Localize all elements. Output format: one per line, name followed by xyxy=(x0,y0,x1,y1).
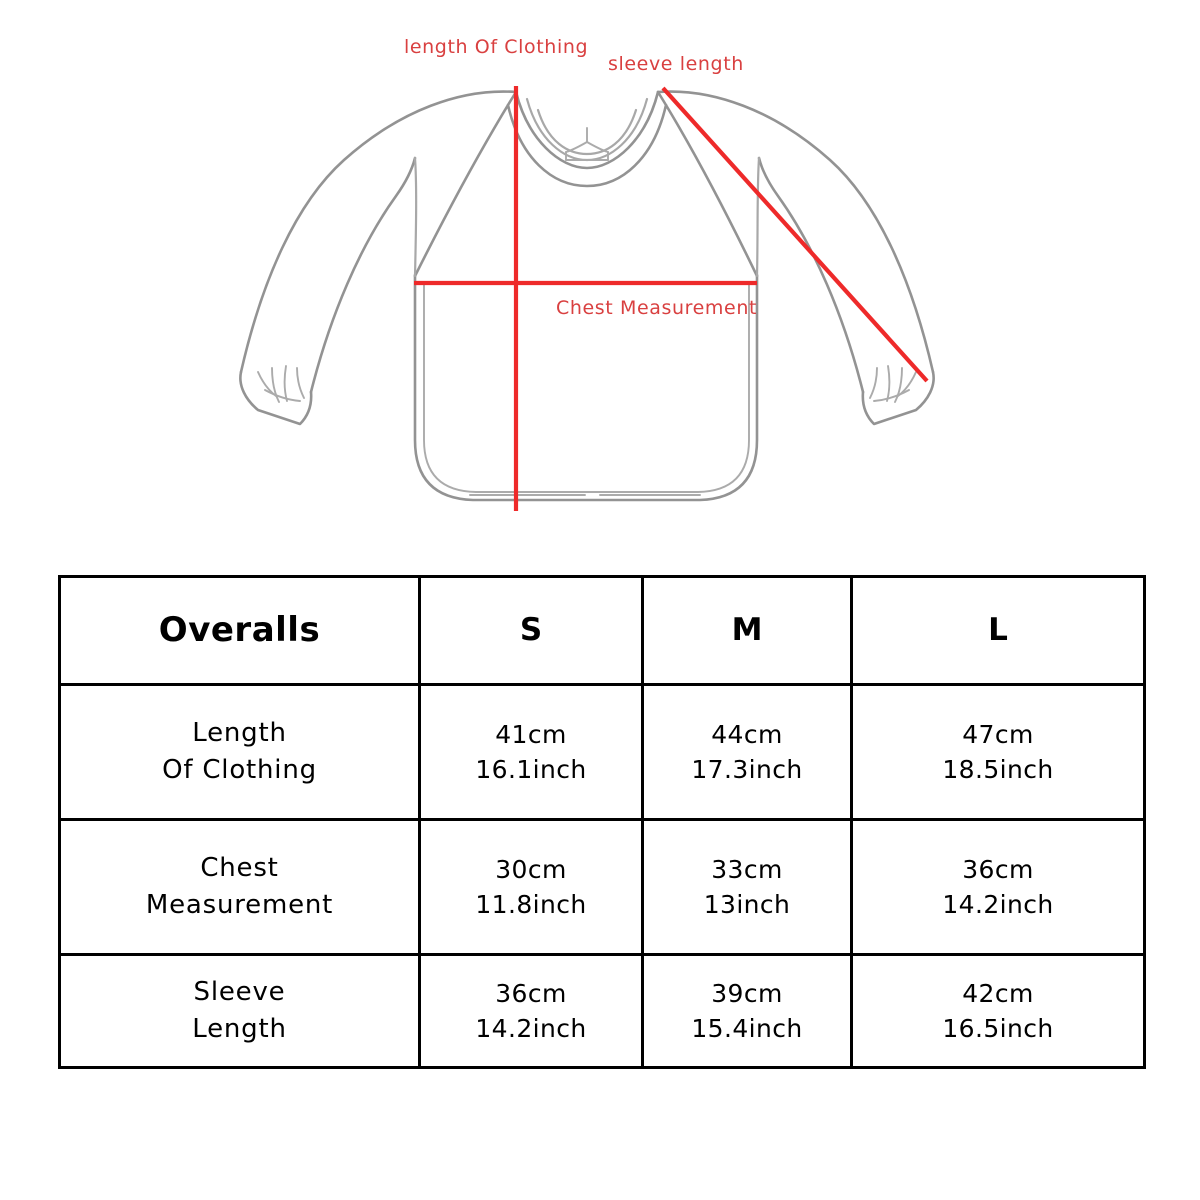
table-header-size-s xyxy=(420,577,643,685)
cell-cm: 44cm xyxy=(711,719,783,749)
neck-center-detail xyxy=(566,128,608,160)
cell-cm: 39cm xyxy=(711,978,783,1008)
left-sleeve-outline xyxy=(240,92,516,424)
row-label-line1: Sleeve xyxy=(193,977,286,1008)
row-label-line2: Of Clothing xyxy=(162,755,317,785)
row-label-line2: Length xyxy=(192,1014,287,1044)
cell-cm: 36cm xyxy=(495,978,567,1008)
sleeve-length-label: sleeve length xyxy=(608,53,744,75)
row-label-length-of-clothing xyxy=(60,685,420,820)
table-row xyxy=(60,685,1145,820)
cell-length-s xyxy=(420,685,643,820)
cell-chest-s xyxy=(420,820,643,955)
left-cuff-gathers xyxy=(258,366,304,402)
row-label-sleeve-length xyxy=(60,955,420,1068)
row-label-line1: Chest xyxy=(200,853,279,884)
table-header-size-m xyxy=(643,577,852,685)
cell-cm: 41cm xyxy=(495,719,567,749)
table-header-title xyxy=(60,577,420,685)
size-label-l: L xyxy=(988,612,1008,649)
size-label-s: S xyxy=(519,612,543,649)
cell-sleeve-l xyxy=(852,955,1145,1068)
garment-shoulder-outline xyxy=(415,92,757,276)
cell-inch: 18.5inch xyxy=(942,755,1054,784)
row-label-line1: Length xyxy=(192,718,287,749)
cell-chest-l xyxy=(852,820,1145,955)
table-row xyxy=(60,820,1145,955)
cell-inch: 16.5inch xyxy=(942,1014,1054,1043)
cell-length-m xyxy=(643,685,852,820)
neckline-outline xyxy=(508,92,666,186)
cell-cm: 42cm xyxy=(962,978,1034,1008)
cell-sleeve-s xyxy=(420,955,643,1068)
cell-cm: 33cm xyxy=(711,854,783,884)
cell-cm: 47cm xyxy=(962,719,1034,749)
table-header-size-l xyxy=(852,577,1145,685)
chest-measurement-label: Chest Measurement xyxy=(556,297,758,319)
size-chart-table xyxy=(58,575,1146,1069)
cell-length-l xyxy=(852,685,1145,820)
size-label-m: M xyxy=(731,612,763,649)
right-sleeve-outline xyxy=(658,92,934,424)
cell-chest-m xyxy=(643,820,852,955)
cell-sleeve-m xyxy=(643,955,852,1068)
cell-inch: 11.8inch xyxy=(475,890,587,919)
cell-inch: 17.3inch xyxy=(691,755,803,784)
cell-inch: 15.4inch xyxy=(691,1014,803,1043)
garment-illustration xyxy=(0,0,1200,560)
cell-cm: 30cm xyxy=(495,854,567,884)
cell-cm: 36cm xyxy=(962,854,1034,884)
row-label-chest-measurement xyxy=(60,820,420,955)
table-header-row xyxy=(60,577,1145,685)
cell-inch: 16.1inch xyxy=(475,755,587,784)
table-row xyxy=(60,955,1145,1068)
cell-inch: 13inch xyxy=(703,890,791,919)
cell-inch: 14.2inch xyxy=(475,1014,587,1043)
overalls-title: Overalls xyxy=(158,609,321,650)
cell-inch: 14.2inch xyxy=(942,890,1054,919)
length-of-clothing-label: length Of Clothing xyxy=(404,36,589,58)
row-label-line2: Measurement xyxy=(145,890,334,920)
size-chart-table-container xyxy=(58,575,1143,1069)
right-cuff-gathers xyxy=(870,366,916,402)
